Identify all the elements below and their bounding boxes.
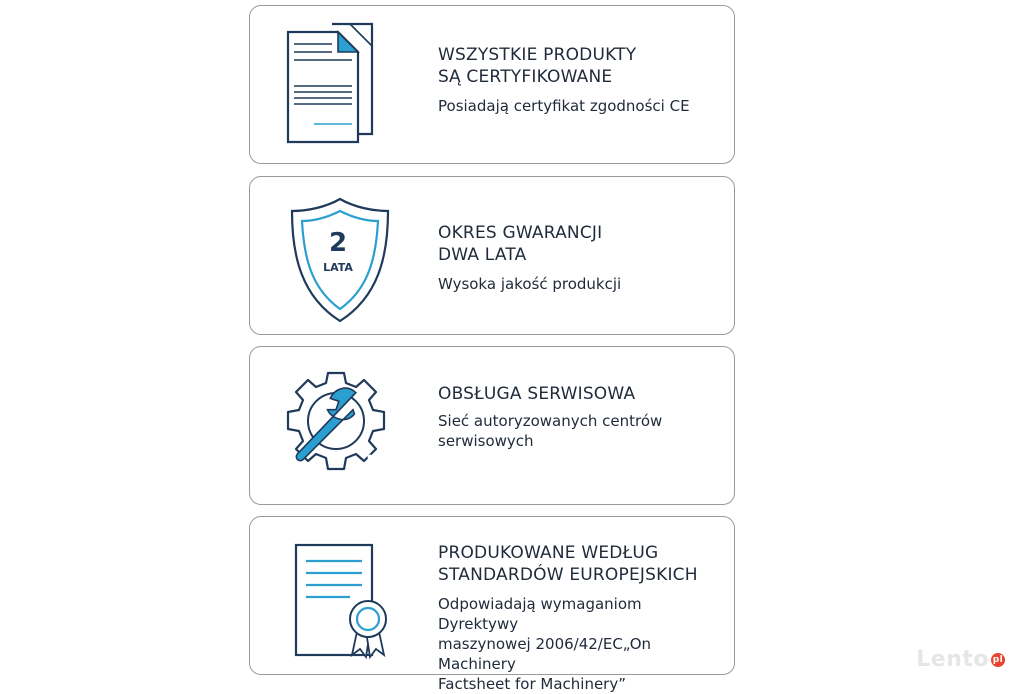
feature-text bbox=[438, 44, 720, 116]
warranty-shield-icon bbox=[280, 187, 400, 325]
feature-description bbox=[438, 594, 720, 694]
feature-description-line: Odpowiadają wymaganiom Dyrektywy bbox=[438, 595, 642, 633]
feature-description-line: Posiadają certyfikat zgodności CE bbox=[438, 97, 690, 115]
feature-description-line: serwisowych bbox=[438, 432, 534, 450]
watermark-text: Lento bbox=[916, 647, 989, 672]
warranty-number: 2 bbox=[328, 228, 348, 258]
feature-card-service bbox=[249, 346, 735, 505]
feature-text bbox=[438, 383, 720, 451]
feature-card-standards bbox=[249, 516, 735, 693]
certificate-documents-icon bbox=[280, 16, 400, 154]
feature-description-line: Sieć autoryzowanych centrów bbox=[438, 412, 663, 430]
service-gear-wrench-icon bbox=[280, 357, 400, 495]
lento-watermark-logo bbox=[916, 647, 1005, 672]
feature-title-line: DWA LATA bbox=[438, 245, 527, 265]
feature-description bbox=[438, 274, 720, 294]
certificate-award-icon bbox=[280, 527, 400, 665]
feature-title bbox=[438, 44, 720, 88]
feature-title-line: OKRES GWARANCJI bbox=[438, 223, 603, 243]
feature-title-line: OBSŁUGA SERWISOWA bbox=[438, 384, 636, 404]
feature-description bbox=[438, 411, 720, 451]
feature-text bbox=[438, 542, 720, 694]
feature-card-warranty bbox=[249, 176, 735, 335]
feature-title-line: PRODUKOWANE WEDŁUG bbox=[438, 543, 659, 563]
feature-title bbox=[438, 222, 720, 266]
feature-description bbox=[438, 96, 720, 116]
feature-card-certified bbox=[249, 5, 735, 164]
feature-description-line: Wysoka jakość produkcji bbox=[438, 275, 622, 293]
watermark-badge: pl bbox=[992, 655, 1004, 665]
feature-title bbox=[438, 542, 720, 586]
warranty-unit: LATA bbox=[323, 261, 353, 274]
feature-text bbox=[438, 222, 720, 294]
feature-title bbox=[438, 383, 720, 405]
feature-description-line: maszynowej 2006/42/EC„On Machinery bbox=[438, 635, 652, 673]
feature-title-line: STANDARDÓW EUROPEJSKICH bbox=[438, 565, 698, 585]
feature-title-line: SĄ CERTYFIKOWANE bbox=[438, 67, 613, 87]
feature-description-line: Factsheet for Machinery” bbox=[438, 675, 626, 693]
feature-title-line: WSZYSTKIE PRODUKTY bbox=[438, 45, 637, 65]
